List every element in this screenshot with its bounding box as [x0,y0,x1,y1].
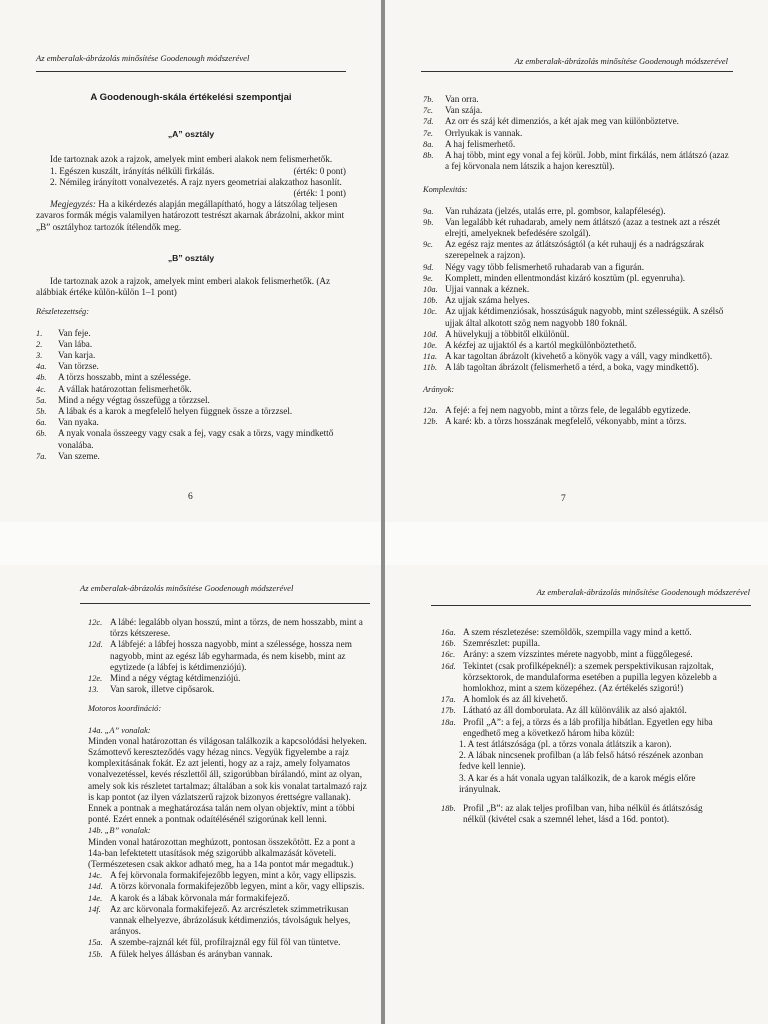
item-text: A szem részletezése: szemöldök, szempilla vagy mind a kettő. [463,627,692,637]
item-list [88,617,368,695]
list-item [88,949,368,960]
list-item [423,262,735,273]
item-number: 7e. [423,128,433,138]
item-number: 8a. [423,139,434,149]
item-text: Szemrészlet: pupilla. [463,638,541,649]
list-item [423,295,735,306]
item-text: A karé: kb. a törzs hosszának megfelelő, vékonyabb, mint a törzs. [445,416,687,427]
item-text: A szembe-rajznál két fül, profilrajznál egy fül föl van tüntetve. [110,937,341,948]
class-a-item-2: 2. Némileg irányított vonalvezetés. A rajz nyers geometriai alakzathoz hasonlít. [50,176,342,187]
motor-label: Motoros koordináció: [88,704,162,714]
list-item [423,273,735,284]
list-item [423,128,735,139]
item-number: 12b. [423,417,438,427]
class-a-intro: Ide tartoznak azok a rajzok, amelyek mint emberi alakok nem felismerhetők. [50,154,333,165]
item-number: 3. [36,351,43,361]
item-14b-text: Minden vonal határozottan meghúzott, pontosan összekötött. Ez a pont a 14a-ban lefektetett utasítások még szigorúbb alkalmazását követeli. (Természetesen csak akkor adható meg, ha a 14a pontot már megadtuk.) [88,836,356,870]
class-b-heading: „B” osztály [167,252,215,263]
item-text: A haj felismerhető. [445,138,516,149]
item-number: 9c. [423,240,433,250]
item-number: 5b. [36,407,47,417]
list-item [36,395,346,406]
item-text: Mind a négy végtag kétdimenziójú. [110,673,241,684]
list-item [441,694,719,705]
item-number: 4c. [36,384,46,394]
item-number: 13. [88,685,99,695]
item-number: 16c. [441,650,456,660]
item-text: Van feje. [58,327,91,338]
list-item [88,937,368,948]
header-rule [421,71,733,72]
list-item [423,416,735,427]
item-text: Van törzse. [58,361,99,372]
item-number: 11b. [423,363,438,373]
item-text: A törzs körvonala formakifejezőbb legyen, mint a kör, vagy ellipszis. [110,881,365,892]
running-header: Az emberalak-ábrázolás minősítése Goodenough módszerével [514,56,728,66]
item-number: 17a. [441,695,456,705]
item-number: 10c. [423,307,438,317]
item-text: Komplett, minden ellentmondást kizáró kosztüm (pl. egyenruha). [445,272,686,283]
item-list [88,870,368,960]
list-item [423,284,735,295]
item-number: 16b. [441,639,456,649]
proportions-label: Arányok: [423,384,455,394]
list-item [423,94,735,105]
running-header: Az emberalak-ábrázolás minősítése Goodenough módszerével [36,53,250,63]
item-text: Orrlyukak is vannak. [445,127,523,138]
list-item [423,362,735,373]
list-item [441,649,719,660]
list-item [88,881,368,892]
item-text: Van szája. [445,105,483,116]
item-text: A hüvelykujj a többitől elkülönül. [445,328,570,339]
list-item [441,717,719,739]
item-number: 12c. [88,618,103,627]
item-text: Van szeme. [58,450,100,461]
item-text: Látható az áll domborulata. Az áll különválik az alsó ajaktól. [463,705,687,716]
item-text: Arány: a szem vízszintes mérete nagyobb, mint a függőlegesé. [463,649,693,660]
list-item [423,105,735,116]
item-number: 8b. [423,151,434,161]
item-text: Négy vagy több felismerhető ruhadarab van a figurán. [445,261,644,272]
score: (érték: 1 pont) [293,188,346,199]
running-header: Az emberalak-ábrázolás minősítése Goodenough módszerével [80,583,294,593]
list-item [423,217,735,239]
list-item: 18b. Profil „B”: az alak teljes profilban van, hiba nélkül és átlátszóság nélkül (kivétel csak a szemnél lehet, lásd a 16d. pontot). [441,803,703,825]
list-item [88,684,368,695]
item-text: Van lába. [58,338,93,349]
list-item [36,406,346,417]
score: (érték: 0 pont) [293,165,346,176]
item-number: 7d. [423,117,434,127]
item-text: Van karja. [58,350,96,361]
item-list [441,627,719,739]
item-text: Az ujjak száma helyes. [445,295,530,306]
item-list [423,206,735,374]
item-number: 15a. [88,938,103,948]
page-6 [0,0,381,522]
list-item [423,206,735,217]
item-text: Az ujjak kétdimenziósak, hosszúságuk nagyobb, mint szélességük. A szélső ujjak által alkotott szög nem nagyobb 180 foknál. [445,306,724,328]
item-number: 9b. [423,217,434,227]
item-number: 10d. [423,329,438,339]
page-7 [385,0,768,522]
item-text: A törzs hosszabb, mint a szélessége. [58,372,191,383]
item-number: 16a. [441,628,456,637]
item-text: A fej körvonala formakifejezőbb legyen, mint a kör, vagy ellipszis. [110,870,357,881]
list-item [441,627,719,638]
item-text: A lábé: legalább olyan hosszú, mint a törzs, de nem hosszabb, mint a törzs kétszerese. [110,617,363,639]
item-text: A lábfejé: a lábfej hossza nagyobb, mint a szélessége, hossza nem nagyobb, mint az egész láb egyharmada, és nem kisebb, mint az egytizede (a lábfej is kétdimenziójú). [110,639,352,672]
item-number: 1. [36,328,43,338]
item-list [36,328,346,462]
list-item [36,350,346,361]
list-item [423,405,735,416]
item-text: A fejé: a fej nem nagyobb, mint a törzs fele, de legalább egytizede. [445,404,691,415]
list-item [423,340,735,351]
item-14a-label: 14a. „A” vonalak: [88,725,151,735]
item-number: 4b. [36,373,47,383]
item-number: 9d. [423,262,434,272]
header-rule [431,605,751,606]
sub-list [459,739,719,795]
header-rule [80,603,370,604]
list-item [423,306,735,328]
sub-list-item: 2. A lábak nincsenek profilban (a láb felső hátsó részének azonban fedve kell lennie). [459,750,704,772]
list-item [36,451,346,462]
item-text: A lábak és a karok a megfelelő helyen függnek össze a törzzsel. [58,406,293,417]
item-text: A láb tagoltan ábrázolt (felismerhető a térd, a boka, vagy mindkettő). [445,362,699,373]
item-number: 7b. [423,95,434,104]
sub-list-item: 1. A test átlátszósága (pl. a törzs vonala átlátszik a karon). [459,739,672,750]
header-rule [36,71,346,72]
list-item [441,638,719,649]
item-number: 9a. [423,206,434,216]
item-number: 14d. [88,882,103,892]
item-number: 10e. [423,341,438,351]
item-number: 2. [36,339,43,349]
page-7-body [423,94,735,427]
item-number: 17b. [441,706,456,716]
list-item [36,384,346,395]
item-text: Tekintet (csak profilképeknél): a szemek perspektivikusan rajzoltak, körzsektorok, de mandulaforma esetében a pupilla legyen közelebb a homlokhoz, mint a szem közepéhez. (Az értékelés szigorú!) [463,660,717,694]
item-14b-label: 14b. „B” vonalak: [88,826,151,836]
item-number: 11a. [423,352,438,362]
page-9 [385,565,768,1024]
page-8-body [88,617,368,960]
item-text: A vállak határozottan felismerhetők. [58,383,192,394]
page-6-body [36,92,346,462]
page-9-body [441,627,719,825]
page-8 [0,565,381,1024]
class-b-intro: Ide tartoznak azok a rajzok, amelyek mint emberi alakok felismerhetők. (Az alábbiak értéke külön-külön 1–1 pont) [36,276,331,298]
item-number: 18a. [441,717,456,727]
item-text: A karok és a lábak körvonala már formakifejező. [110,892,290,903]
list-item [36,428,346,450]
item-text: Az orr és száj két dimenziós, a két ajak meg van különböztetve. [445,116,679,127]
item-text: Mind a négy végtag összefügg a törzzsel. [58,394,210,405]
list-item [88,893,368,904]
item-number: 9e. [423,273,433,283]
complexity-label: Komplexitás: [423,185,468,195]
item-text: A nyak vonala összeegy vagy csak a fej, vagy csak a törzs, vagy mindkettő vonalába. [58,428,334,450]
item-text: Van sarok, illetve cipősarok. [110,684,215,695]
item-text: A kézfej az ujjaktól és a kartól megkülönböztethető. [445,340,637,351]
item-text: A fülek helyes állásban és arányban vannak. [110,948,273,959]
item-number: 14c. [88,871,103,881]
item-number: 4a. [36,362,47,372]
item-text: Ujjai vannak a kéznek. [445,284,530,295]
item-text: A haj több, mint egy vonal a fej körül. Jobb, mint firkálás, nem átlátszó (azaz a fej körvonala nem látszik a hajon keresztül). [445,150,729,172]
list-item [36,417,346,428]
list-item [423,239,735,261]
item-text: A homlok és az áll kivehető. [463,694,568,705]
list-item [423,329,735,340]
item-text: Van nyaka. [58,417,99,428]
list-item [88,904,368,938]
list-item [88,639,368,673]
list-item [36,372,346,383]
item-text: Van legalább két ruhadarab, amely nem átlátszó (azaz a testnek azt a részét elrejti, amelyeknek befedésére szolgál). [445,216,721,239]
item-text: Az arc körvonala formakifejező. Az arcrészletek szimmetrikusan vannak elhelyezve, ábrázolásuk kétdimenziós, távolságuk helyes, arányos. [110,903,351,937]
item-number: 15b. [88,949,103,959]
class-a-heading: „A” osztály [167,129,215,140]
list-item [88,673,368,684]
item-number: 14f. [88,904,101,914]
list-item [36,328,346,339]
detail-label: Részletezettség: [36,307,90,317]
running-header: Az emberalak-ábrázolás minősítése Goodenough módszerével [536,587,750,597]
list-item [88,870,368,881]
item-list [423,94,735,172]
list-item [423,139,735,150]
item-number: 7a. [36,451,47,461]
item-number: 5a. [36,395,47,405]
page-number: 7 [561,494,566,504]
list-item [423,116,735,127]
item-number: 6a. [36,418,47,428]
list-item [441,705,719,716]
list-item [36,339,346,350]
item-text: A kar tagoltan ábrázolt (kivehető a könyök vagy a váll, vagy mindkettő). [445,351,713,362]
item-number: 14e. [88,893,103,903]
list-item [36,361,346,372]
item-text: Profil „A”: a fej, a törzs és a láb profilja hibátlan. Egyetlen egy hiba engedhető meg a következő három hiba közül: [463,716,713,738]
list-item [423,150,735,172]
item-number: 12a. [423,405,438,415]
item-number: 10a. [423,285,438,295]
list-item [423,351,735,362]
item-number: 6b. [36,429,47,439]
sub-list-item: 3. A kar és a hát vonala ugyan találkozik, de a karok mégis előre irányulnak. [459,772,696,794]
item-text: Az egész rajz mentes az átlátszóságtól (a két ruhaujj és a nadrágszárak szerepelnek a rajzon). [445,239,704,261]
item-number: 16d. [441,661,456,671]
class-a-item-1: 1. Egészen kuszált, irányítás nélküli firkálás. (érték: 0 pont) [50,165,346,176]
item-text: Van orra. [445,94,479,104]
book-gutter [381,0,385,1024]
page-title: A Goodenough-skála értékelési szempontjai [90,92,292,103]
item-list [423,405,735,427]
list-item [88,617,368,639]
item-number: 10b. [423,296,438,306]
item-number: 12d. [88,640,103,650]
class-a-note: Megjegyzés: Ha a kikérdezés alapján megállapítható, hogy a látszólag teljesen zavaros formák mégis valamilyen határozott testrészt akarnak ábrázolni, akkor mint „B” osztályhoz tartozók ítélendők meg. [36,199,345,232]
list-item [441,661,719,695]
item-number: 12e. [88,674,103,684]
item-14a-text: Minden vonal határozottan és világosan találkozik a kapcsolódási helyeken. Számottevő kereszteződés vagy hézag nincs. Vegyük figyelembe a rajz komplexitásának fokát. Ez azt jelenti, hogy az a rajz, amely folyamatos vonalvezetéssel, kevés részlettől áll, szigorúbban bírálandó, mint az olyan, amely sok kis részletet tartalmaz; általában a sok kis vonalat tartalmazó rajz is kap pontot (az ilyen vázlatszerű rajzok bizonyos érettségre vallanak). Ennek a pontnak a meghatározása talán nem olyan objektív, mint a többi ponté. Ezért ennek a pontnak odaítélésénél szigorúnak kell lenni. [88,735,367,825]
page-number: 6 [188,492,193,502]
item-text: Van ruházata (jelzés, utalás erre, pl. gombsor, kalapféleség). [445,205,666,216]
item-number: 7c. [423,106,433,116]
